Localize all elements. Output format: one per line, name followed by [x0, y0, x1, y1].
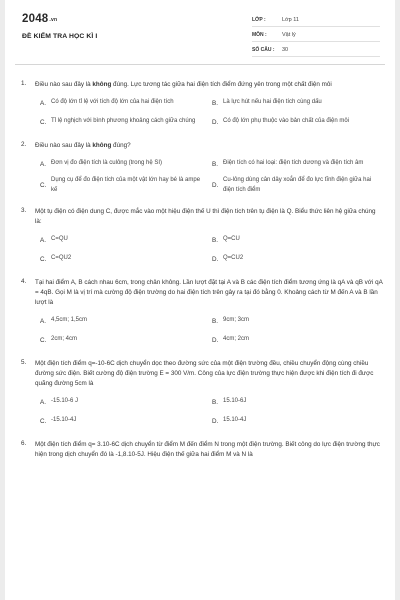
question-number: 6. — [21, 440, 27, 447]
answer-option[interactable] — [212, 233, 384, 247]
answer-option[interactable] — [212, 395, 384, 409]
answer-option[interactable] — [40, 252, 212, 266]
answer-option[interactable] — [40, 157, 212, 171]
answer-option[interactable] — [40, 96, 212, 110]
option-letter: A. — [40, 99, 46, 107]
meta-value: 30 — [282, 47, 289, 53]
question-text-part: Điều nào sau đây là — [35, 81, 93, 88]
question-text — [35, 80, 383, 90]
header-divider — [15, 64, 385, 65]
option-letter: B. — [212, 398, 218, 406]
option-letter: D. — [212, 118, 219, 126]
option-text: 15.10-4J — [223, 417, 247, 424]
answer-option[interactable] — [40, 395, 212, 409]
question-item — [21, 359, 383, 428]
option-letter: B. — [212, 99, 218, 107]
answer-option[interactable] — [212, 252, 384, 266]
option-text: -15.10-6 J — [51, 398, 79, 405]
question-text-part: Một tụ điện có điện dung C, được mắc vào một hiệu điện thế U thì điện tích trên tụ điện là Q. Biểu thức liên hệ giữa chúng là: — [35, 208, 376, 225]
brand-ext: .vn — [49, 17, 58, 23]
option-text: Cu-lông dùng cân dây xoắn để đo lực tĩnh điện giữa hai điện tích điểm — [223, 177, 372, 193]
answer-option[interactable] — [40, 115, 212, 129]
question-text — [35, 359, 383, 389]
brand-logo[interactable] — [22, 13, 57, 25]
option-letter: C. — [40, 182, 47, 189]
option-letter: D. — [212, 255, 219, 263]
answer-option[interactable] — [212, 314, 384, 328]
question-text — [35, 278, 383, 308]
answer-option[interactable] — [212, 96, 384, 110]
option-letter: A. — [40, 160, 46, 168]
option-text: Đơn vị đo điện tích là culông (trong hệ SI) — [51, 160, 162, 167]
question-text-part: Một điện tích điểm q=-10-6C dịch chuyển dọc theo đường sức của một điện trường đều, chiều chuyển động cùng chiều đường sức điện. Biết cường độ điện trường E = 300 V/m. Công của lực điện trường thực hiện được khi điện tích đi được quãng đường 5cm là — [35, 360, 374, 387]
exam-meta — [252, 14, 380, 59]
option-text: Tỉ lệ nghịch với bình phương khoảng cách giữa chúng — [51, 118, 196, 125]
option-text: Có độ lớn tỉ lệ với tích độ lớn của hai điện tích — [51, 99, 174, 106]
question-item — [21, 278, 383, 347]
option-letter: C. — [40, 417, 47, 425]
answer-option[interactable] — [212, 115, 384, 129]
answer-option[interactable] — [212, 333, 384, 347]
option-letter: C. — [40, 255, 47, 263]
answer-option[interactable] — [40, 233, 212, 247]
option-letter: A. — [40, 236, 46, 244]
answer-options — [40, 395, 383, 428]
option-text: Q=CU2 — [223, 255, 244, 262]
option-letter: B. — [212, 236, 218, 244]
meta-row-class — [252, 14, 380, 27]
option-text: 15.10-6J — [223, 398, 247, 405]
question-text — [35, 141, 383, 151]
option-text: C=QU2 — [51, 255, 72, 262]
question-text — [35, 207, 383, 227]
answer-option[interactable] — [212, 414, 384, 428]
meta-row-subject — [252, 29, 380, 42]
meta-label: MÔN : — [252, 32, 267, 38]
option-letter: B. — [212, 160, 218, 168]
question-number: 3. — [21, 207, 27, 214]
question-text-emphasis: không — [92, 81, 112, 88]
answer-option[interactable] — [212, 176, 384, 195]
question-text-part: đúng. Lực tương tác giữa hai điện tích điểm đứng yên trong một chất điện môi — [111, 81, 332, 88]
question-item — [21, 141, 383, 195]
exam-title: ĐỀ KIỂM TRA HỌC KÌ I — [22, 33, 98, 40]
answer-options — [40, 233, 383, 266]
option-text: -15.10-4J — [51, 417, 77, 424]
question-number: 1. — [21, 80, 27, 87]
brand-number: 2048 — [22, 13, 49, 25]
meta-value: Vật lý — [282, 32, 296, 38]
option-text: Điện tích có hai loại: điện tích dương và điện tích âm — [223, 160, 364, 167]
option-text: Là lực hút nếu hai điện tích cùng dấu — [223, 99, 322, 106]
question-text-part: đúng? — [111, 142, 131, 149]
question-item — [21, 207, 383, 266]
option-text: 9cm; 3cm — [223, 317, 250, 324]
exam-page — [5, 0, 395, 600]
meta-value: Lớp 11 — [282, 17, 299, 23]
meta-label: LỚP : — [252, 17, 266, 23]
answer-options — [40, 96, 383, 129]
question-number: 4. — [21, 278, 27, 285]
option-text: 4cm; 2cm — [223, 336, 250, 343]
question-text-part: Tại hai điểm A, B cách nhau 6cm, trong chân không. Lần lượt đặt tại A và B các điện tích điểm tương ứng là qA và qB với qA = 4qB. Gọi M là vị trí mà cường độ điện trường do hai điện tích trên gây ra tại đó bằng 0. Khoảng cách từ M đến A và B lần lượt là — [35, 279, 383, 306]
option-text: Q=CU — [223, 236, 240, 243]
option-letter: D. — [212, 417, 219, 425]
answer-option[interactable] — [40, 333, 212, 347]
answer-options — [40, 314, 383, 347]
answer-option[interactable] — [40, 314, 212, 328]
meta-label: SỐ CÂU : — [252, 47, 275, 53]
question-item — [21, 440, 383, 460]
option-text: 4,5cm; 1,5cm — [51, 317, 88, 324]
question-text-part: Điều nào sau đây là — [35, 142, 93, 149]
question-list — [21, 80, 383, 472]
question-number: 2. — [21, 141, 27, 148]
meta-row-count — [252, 44, 380, 57]
question-number: 5. — [21, 359, 27, 366]
answer-options — [40, 157, 383, 195]
question-text-emphasis: không — [92, 142, 112, 149]
option-text: Dụng cụ để đo điện tích của một vật lớn hay bé là ampe kế — [51, 177, 201, 193]
option-text: 2cm; 4cm — [51, 336, 78, 343]
option-text: C=QU — [51, 236, 68, 243]
answer-option[interactable] — [212, 157, 384, 171]
option-letter: C. — [40, 118, 47, 126]
option-letter: D. — [212, 182, 219, 189]
question-text — [35, 440, 383, 460]
option-letter: B. — [212, 317, 218, 325]
option-text: Có độ lớn phụ thuộc vào bản chất của điện môi — [223, 118, 350, 125]
option-letter: A. — [40, 398, 46, 406]
answer-option[interactable] — [40, 414, 212, 428]
answer-option[interactable] — [40, 176, 212, 195]
question-item — [21, 80, 383, 129]
option-letter: C. — [40, 336, 47, 344]
option-letter: A. — [40, 317, 46, 325]
question-text-part: Một điện tích điểm q= 3.10-6C dịch chuyển từ điểm M đến điểm N trong một điện trường. Biết công do lực điện trường thực hiện trong dịch chuyển đó là -1,8.10-5J. Hiệu điện thế giữa hai điểm M và N là — [35, 441, 380, 458]
exam-header — [5, 0, 395, 64]
option-letter: D. — [212, 336, 219, 344]
